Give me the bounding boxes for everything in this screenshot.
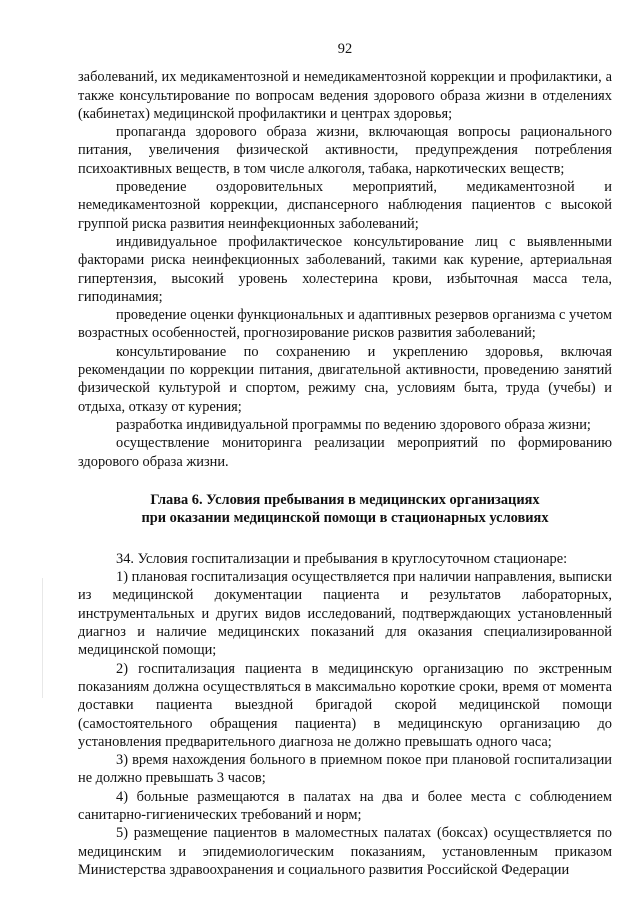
paragraph: проведение оздоровительных мероприятий, медикаментозной и немедикаментозной коррекции, диспансерного наблюдения пациентов с высокой группой риска развития неинфекционных заболеваний;	[78, 179, 612, 232]
chapter-heading-line-2: при оказании медицинской помощи в стационарных условиях	[141, 510, 549, 527]
paragraph: осуществление мониторинга реализации мероприятий по формированию здорового образа жизни.	[78, 435, 612, 470]
document-page	[78, 40, 612, 879]
chapter-heading-line-1: Глава 6. Условия пребывания в медицинских организациях	[150, 491, 540, 508]
scan-margin-line	[42, 578, 43, 698]
paragraph: индивидуальное профилактическое консультирование лиц с выявленными факторами риска неинфекционных заболеваний, такими как курение, артериальная гипертензия, высокий уровень холестерина крови, избыточная масса тела, гиподинамия;	[78, 233, 612, 305]
paragraph-subitem-3: 3) время нахождения больного в приемном покое при плановой госпитализации не должно превышать 3 часов;	[78, 752, 612, 787]
paragraph-subitem-2: 2) госпитализация пациента в медицинскую организацию по экстренным показаниям должна осуществляться в максимально короткие сроки, время от момента доставки пациента выездной бригадой скорой медицинской помощи (самостоятельного обращения пациента) в медицинскую организацию до установления предварительного диагноза не должно превышать одного часа;	[78, 660, 612, 750]
paragraph: пропаганда здорового образа жизни, включающая вопросы рационального питания, увеличения физической активности, предупреждения потребления психоактивных веществ, в том числе алкоголя, табака, наркотических веществ;	[78, 124, 612, 177]
paragraph-subitem-1: 1) плановая госпитализация осуществляется при наличии направления, выписки из медицинской документации пациента и результатов лабораторных, инструментальных и других видов исследований, подтверждающих установленный диагноз и наличие медицинских показаний для оказания специализированной медицинской помощи;	[78, 569, 612, 659]
paragraph: проведение оценки функциональных и адаптивных резервов организма с учетом возрастных особенностей, прогнозирование рисков развития заболеваний;	[78, 307, 612, 342]
paragraph-subitem-4: 4) больные размещаются в палатах на два и более места с соблюдением санитарно-гигиенических требований и норм;	[78, 788, 612, 823]
paragraph-subitem-5: 5) размещение пациентов в маломестных палатах (боксах) осуществляется по медицинским и эпидемиологическим показаниям, установленным приказом Министерства здравоохранения и социального развития Российской Федерации	[78, 825, 612, 878]
paragraph: разработка индивидуальной программы по ведению здорового образа жизни;	[116, 416, 591, 433]
chapter-heading	[78, 491, 612, 528]
paragraph-continuation: заболеваний, их медикаментозной и немедикаментозной коррекции и профилактики, а также консультирование по вопросам ведения здорового образа жизни в отделениях (кабинетах) медицинской профилактики и центрах здоровья;	[78, 69, 612, 122]
page-number: 92	[337, 41, 353, 57]
paragraph: консультирование по сохранению и укреплению здоровья, включая рекомендации по коррекции питания, двигательной активности, проведению занятий физической культурой и спортом, режиму сна, условиям быта, труда (учебы) и отдыха, отказу от курения;	[78, 343, 612, 415]
paragraph-item-34: 34. Условия госпитализации и пребывания в круглосуточном стационаре:	[116, 550, 568, 567]
